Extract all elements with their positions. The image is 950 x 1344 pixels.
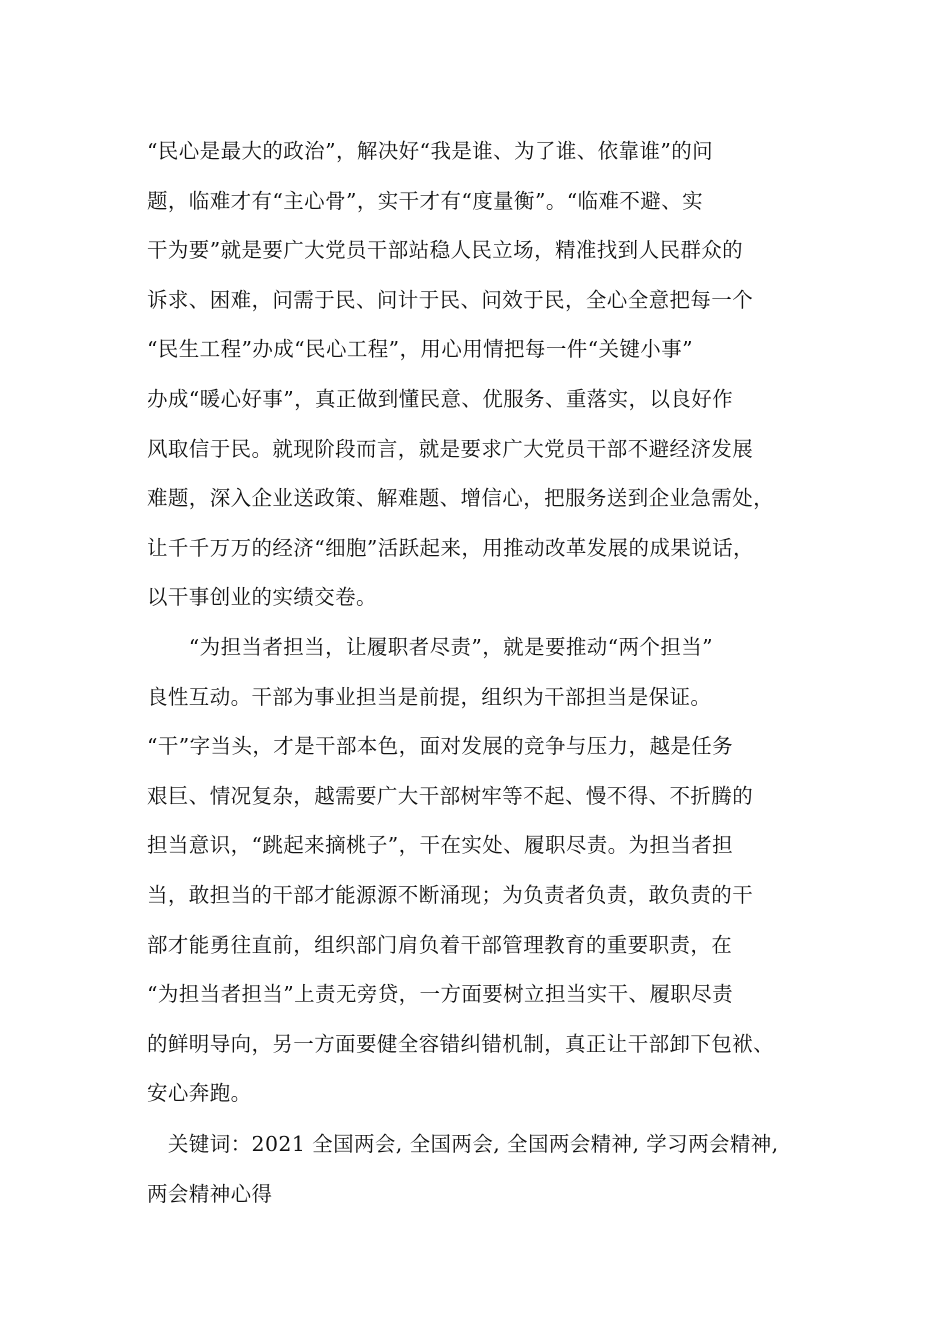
text-line: 干为要”就是要广大党员干部站稳人民立场，精准找到人民群众的 (147, 238, 744, 263)
text-line: “干”字当头，才是干部本色，面对发展的竞争与压力，越是任务 (147, 734, 734, 759)
text-line: 题，临难才有“主心骨”，实干才有“度量衡”。“临难不避、实 (147, 188, 703, 213)
text-line: 良性互动。干部为事业担当是前提，组织为干部担当是保证。 (147, 684, 712, 709)
text-line: “为担当者担当”上责无旁贷，一方面要树立担当实干、履职尽责 (147, 982, 734, 1007)
keywords-paragraph (147, 1120, 807, 1219)
paragraph-2 (147, 623, 807, 1119)
text-line: 诉求、困难，问需于民、问计于民、问效于民，全心全意把每一个 (147, 287, 754, 312)
text-line: 当，敢担当的干部才能源源不断涌现；为负责者负责，敢负责的干 (147, 882, 754, 907)
keywords-line: 关键词：2021 全国两会, 全国两会, 全国两会精神, 学习两会精神, (147, 1132, 779, 1156)
text-line: 担当意识，“跳起来摘桃子”，干在实处、履职尽责。为担当者担 (147, 833, 734, 858)
text-line: 艰巨、情况复杂，越需要广大干部树牢等不起、慢不得、不折腾的 (147, 783, 754, 808)
text-line: “为担当者担当，让履职者尽责”，就是要推动“两个担当” (147, 635, 714, 659)
text-line: 安心奔跑。 (147, 1081, 252, 1106)
text-line: 办成“暖心好事”，真正做到懂民意、优服务、重落实，以良好作 (147, 386, 734, 411)
keywords-line: 两会精神心得 (147, 1181, 273, 1206)
text-line: 风取信于民。就现阶段而言，就是要求广大党员干部不避经济发展 (147, 436, 754, 461)
text-line: 难题，深入企业送政策、解难题、增信心，把服务送到企业急需处， (147, 486, 774, 511)
text-line: 让千千万万的经济“细胞”活跃起来，用推动改革发展的成果说话， (147, 535, 754, 560)
text-line: “民生工程”办成“民心工程”，用心用情把每一件“关键小事” (147, 337, 693, 362)
text-line: 的鲜明导向，另一方面要健全容错纠错机制，真正让干部卸下包袱、 (147, 1031, 774, 1056)
text-line: 以干事创业的实绩交卷。 (147, 585, 377, 610)
text-line: “民心是最大的政治”，解决好“我是谁、为了谁、依靠谁”的问 (147, 139, 714, 163)
paragraph-1 (147, 127, 807, 623)
text-line: 部才能勇往直前，组织部门肩负着干部管理教育的重要职责，在 (147, 932, 733, 957)
